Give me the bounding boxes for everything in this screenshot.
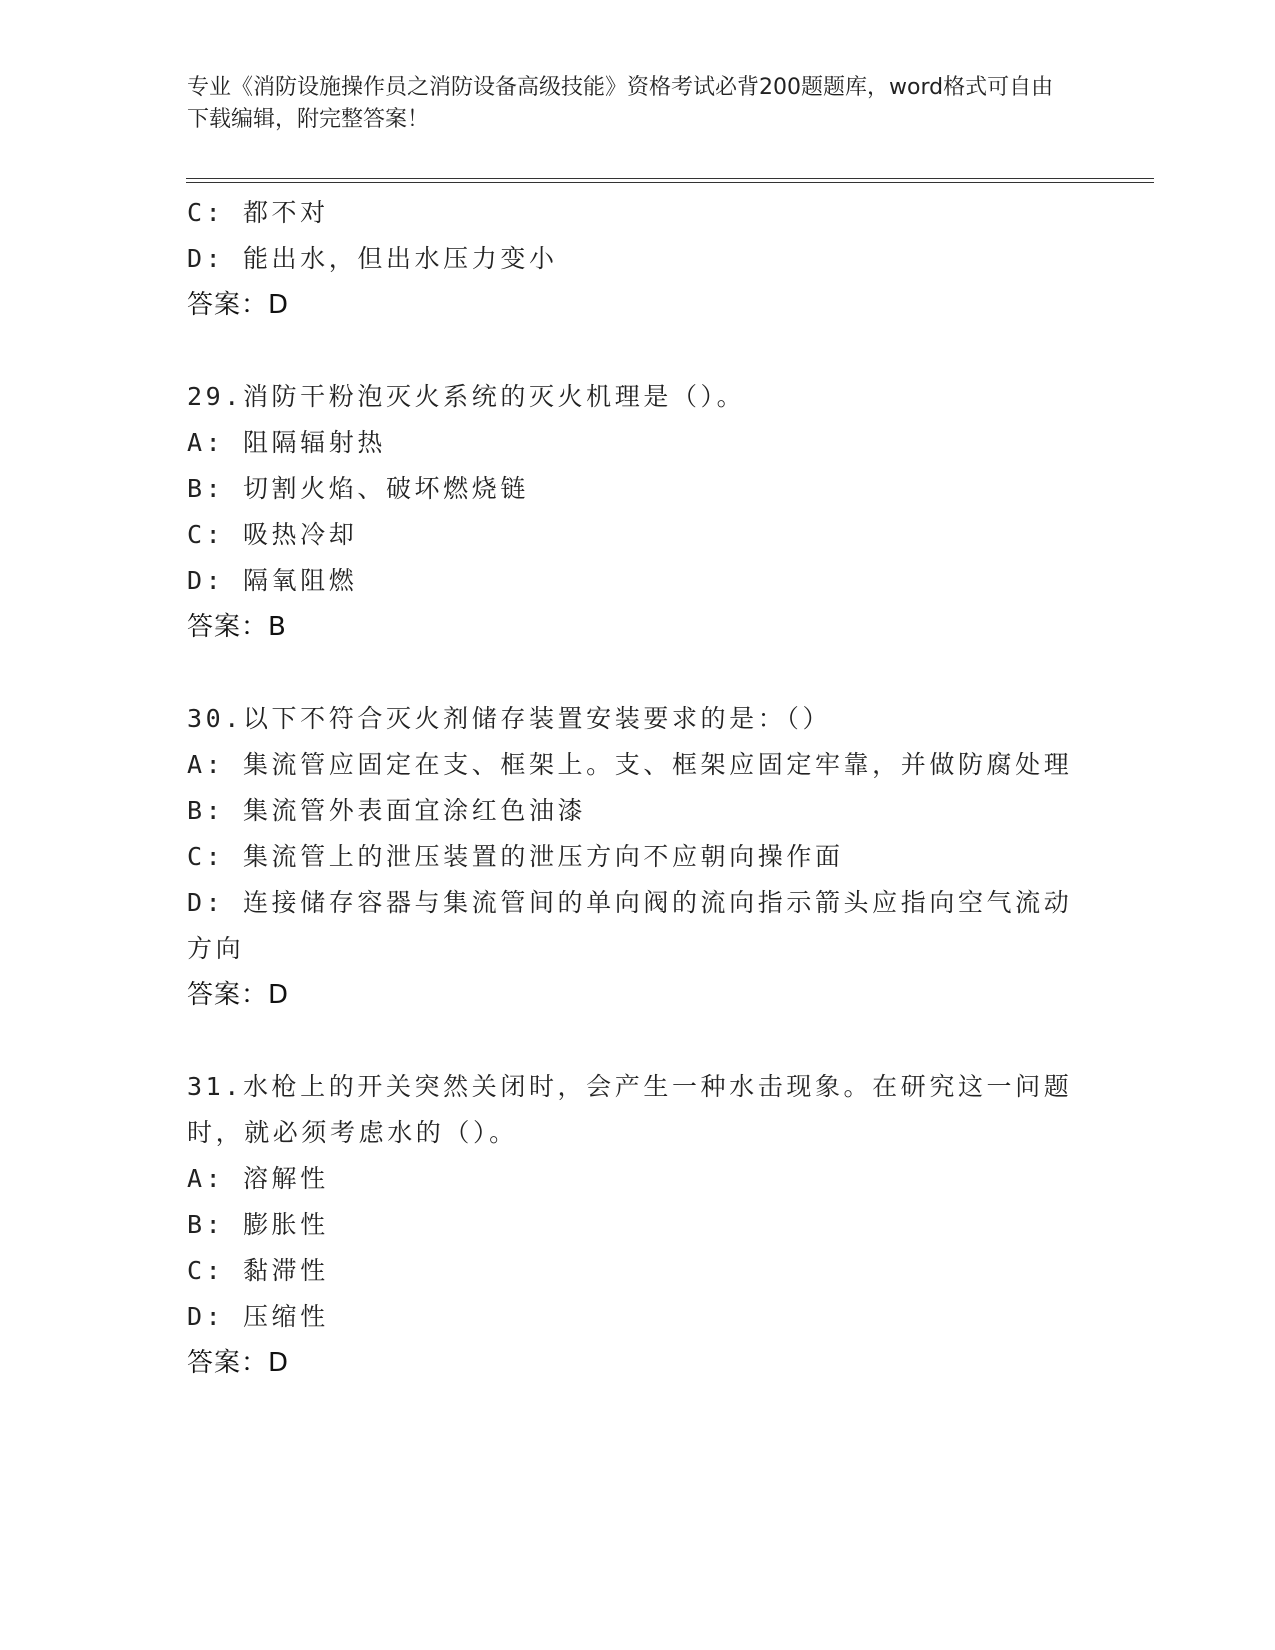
option-a: A: 溶解性 <box>187 1164 329 1193</box>
spacer <box>187 650 1087 696</box>
question-28-block <box>187 190 1087 328</box>
option-b: B: 膨胀性 <box>187 1210 329 1239</box>
option-b: B: 集流管外表面宜涂红色油漆 <box>187 796 587 825</box>
question-31-block <box>187 1064 1087 1386</box>
option-b: B: 切割火焰、破坏燃烧链 <box>187 474 529 503</box>
page-header: 专业《消防设施操作员之消防设备高级技能》资格考试必背200题题库，word格式可自由下载编辑，附完整答案！ <box>187 75 1054 132</box>
option-c: C: 吸热冷却 <box>187 520 358 549</box>
option-d: D: 能出水，但出水压力变小 <box>187 244 558 273</box>
option-a: A: 集流管应固定在支、框架上。支、框架应固定牢靠，并做防腐处理 <box>187 750 1073 779</box>
header-rule-top <box>186 178 1154 179</box>
question-content <box>187 190 1087 1386</box>
spacer <box>187 328 1087 374</box>
question-30-block <box>187 696 1087 1018</box>
answer: 答案：D <box>187 980 290 1010</box>
spacer <box>187 1018 1087 1064</box>
question-text: 31.水枪上的开关突然关闭时，会产生一种水击现象。在研究这一问题时，就必须考虑水的（）。 <box>187 1072 1073 1147</box>
answer: 答案：D <box>187 1348 290 1378</box>
option-c: C: 集流管上的泄压装置的泄压方向不应朝向操作面 <box>187 842 844 871</box>
question-29-block <box>187 374 1087 650</box>
answer: 答案：D <box>187 290 290 320</box>
option-c: C: 黏滞性 <box>187 1256 329 1285</box>
answer: 答案：B <box>187 612 287 642</box>
option-c: C: 都不对 <box>187 198 329 227</box>
option-d: D: 连接储存容器与集流管间的单向阀的流向指示箭头应指向空气流动方向 <box>187 888 1073 963</box>
question-text: 30.以下不符合灭火剂储存装置安装要求的是：（） <box>187 704 832 733</box>
header-rule-bottom <box>186 182 1154 183</box>
option-d: D: 压缩性 <box>187 1302 329 1331</box>
question-text: 29.消防干粉泡灭火系统的灭火机理是（）。 <box>187 382 746 411</box>
option-d: D: 隔氧阻燃 <box>187 566 358 595</box>
option-a: A: 阻隔辐射热 <box>187 428 386 457</box>
